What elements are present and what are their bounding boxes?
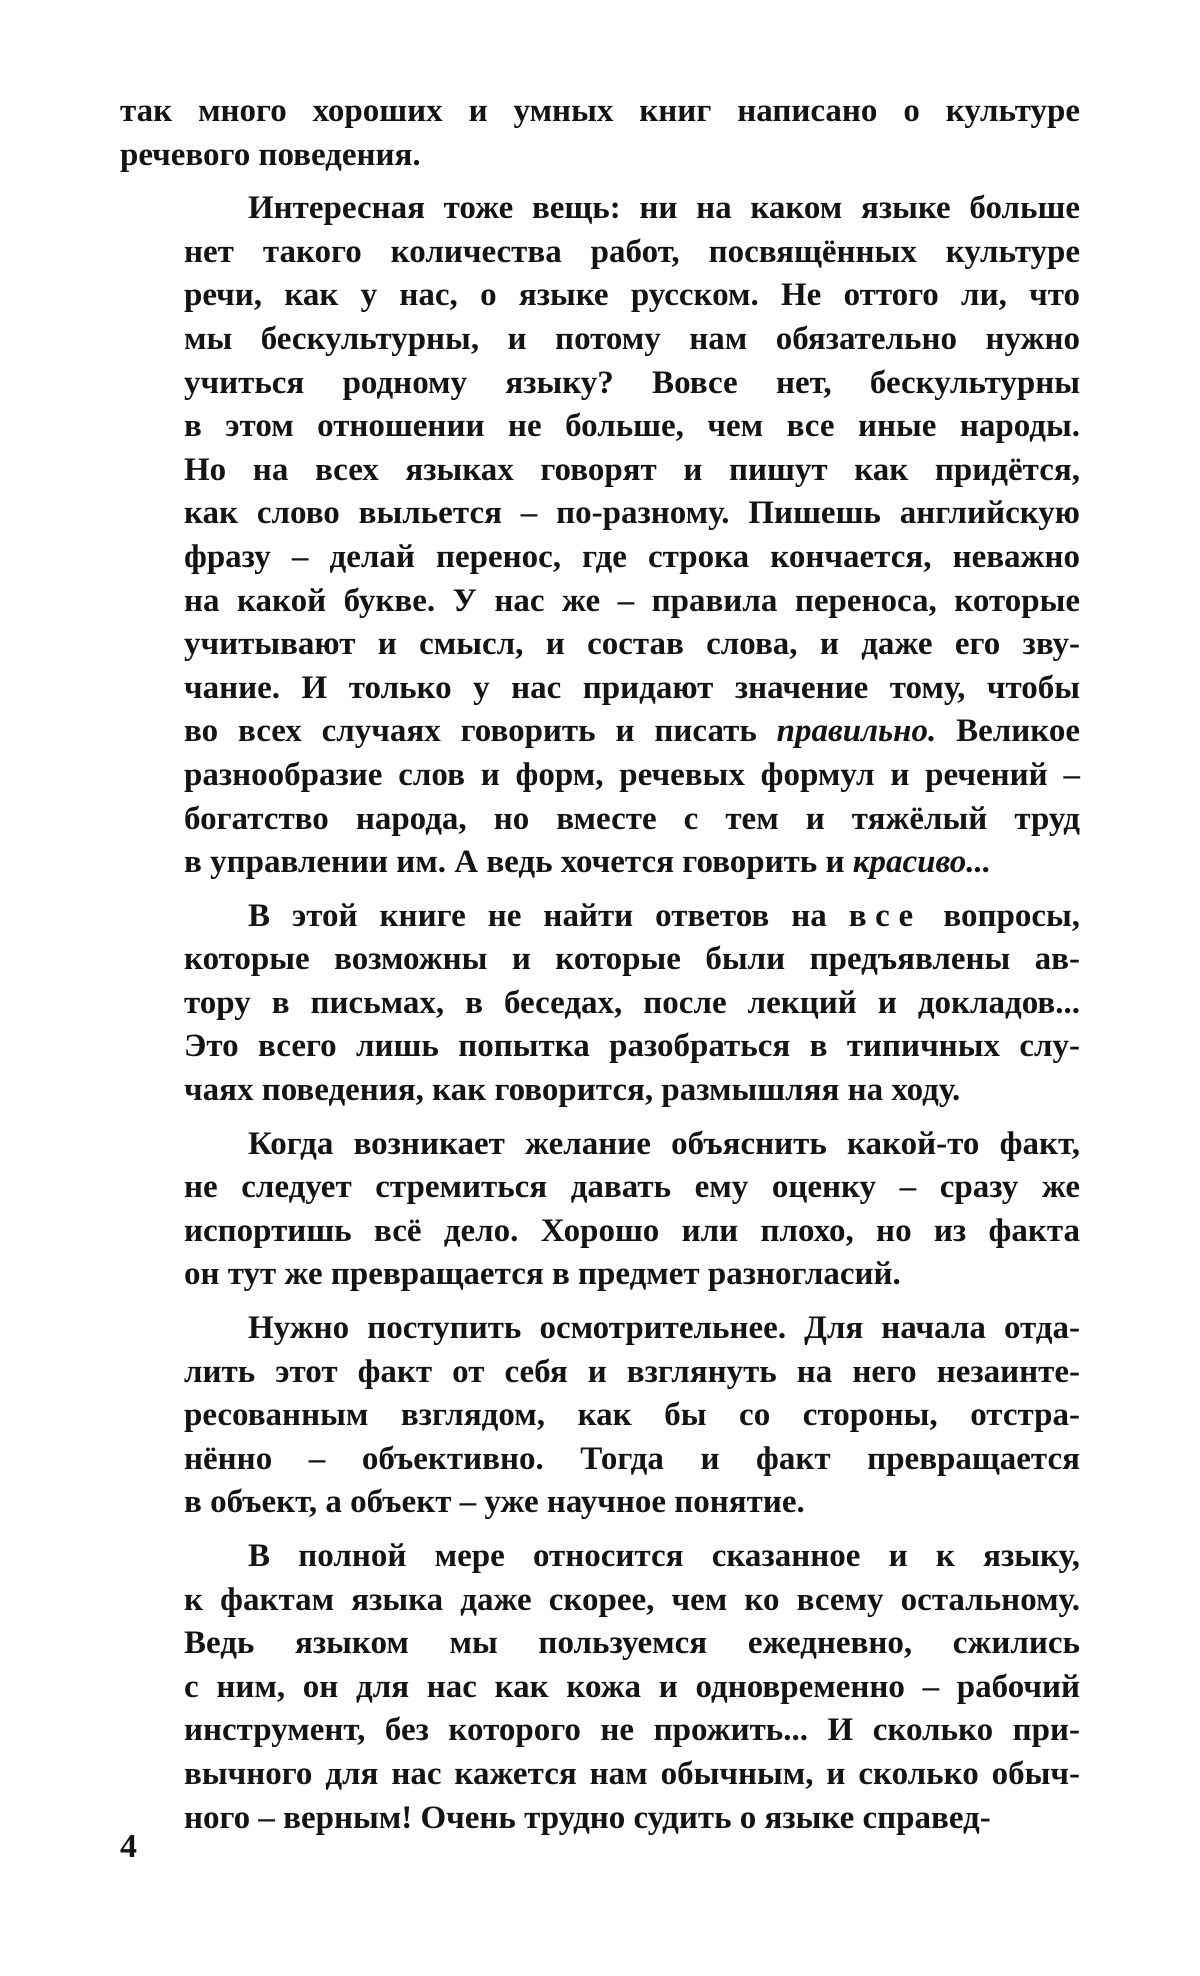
page-text: [120, 90, 1080, 1840]
text-line: [120, 1253, 1080, 1297]
text-run: Великое: [936, 713, 1080, 750]
text-run: речевого поведения.: [120, 136, 421, 173]
text-line: [120, 982, 1080, 1026]
text-run: испортишь всё дело. Хорошо или плохо, но из факта: [184, 1212, 1080, 1249]
text-run: нет такого количества работ, посвящённых культуре: [184, 233, 1080, 270]
text-run: В этой книге не найти ответов на: [248, 897, 849, 934]
paragraph: [120, 1307, 1080, 1525]
text-run: которые возможны и которые были предъявлены ав-: [184, 941, 1080, 978]
text-line: [120, 1025, 1080, 1069]
text-run: Интересная тоже вещь: ни на каком языке больше: [248, 190, 1080, 227]
paragraph: [120, 1123, 1080, 1297]
text-line: [120, 710, 1080, 754]
text-run: речи, как у нас, о языке русском. Не оттого ли, что: [184, 277, 1080, 314]
text-run: чаях поведения, как говорится, размышляя на ходу.: [184, 1072, 961, 1109]
text-run: В полной мере относится сказанное и к языку,: [248, 1538, 1080, 1574]
text-line: [120, 1709, 1080, 1753]
text-line: [120, 134, 1080, 178]
text-run: инструмент, без которого не прожить... И сколько при-: [184, 1712, 1080, 1749]
text-run: фразу – делай перенос, где строка кончается, неважно: [184, 538, 1080, 575]
text-run: Ведь языком мы пользуемся ежедневно, сжились: [184, 1625, 1080, 1662]
text-run: в объект, а объект – уже научное понятие.: [184, 1484, 805, 1521]
paragraph: [120, 1535, 1080, 1840]
text-line: [120, 1579, 1080, 1623]
paragraph: [120, 895, 1080, 1113]
text-line: [120, 1535, 1080, 1579]
italic-emphasis: красиво...: [852, 844, 992, 881]
text-run: Когда возникает желание объяснить какой-то факт,: [248, 1125, 1080, 1162]
paragraph: [120, 187, 1080, 885]
text-line: [120, 231, 1080, 275]
text-line: [120, 754, 1080, 798]
text-line: [120, 405, 1080, 449]
text-line: [120, 274, 1080, 318]
text-line: [120, 449, 1080, 493]
text-run: на какой букве. У нас же – правила переноса, которые: [184, 582, 1080, 619]
paragraph: [120, 90, 1080, 177]
text-run: ного – верным! Очень трудно судить о языке справед-: [184, 1799, 991, 1836]
text-run: Это всего лишь попытка разобраться в типичных слу-: [184, 1028, 1080, 1065]
text-run: учитывают и смысл, и состав слова, и даже его зву-: [184, 626, 1080, 663]
spaced-emphasis: все: [848, 897, 922, 934]
text-line: [120, 1351, 1080, 1395]
text-line: [120, 1438, 1080, 1482]
text-line: [120, 938, 1080, 982]
text-line: [120, 1481, 1080, 1525]
text-run: Нужно поступить осмотрительнее. Для начала отда-: [248, 1310, 1080, 1347]
text-line: [120, 1394, 1080, 1438]
text-line: [120, 536, 1080, 580]
text-run: с ним, он для нас как кожа и одновременно – рабочий: [184, 1668, 1080, 1705]
text-run: учиться родному языку? Вовсе нет, бескультурны: [184, 364, 1080, 401]
text-run: во всех случаях говорить и писать: [184, 713, 777, 750]
text-line: [120, 1069, 1080, 1113]
text-line: [120, 1307, 1080, 1351]
text-line: [120, 90, 1080, 134]
text-run: не следует стремиться давать ему оценку – сразу же: [184, 1169, 1080, 1206]
text-run: Но на всех языках говорят и пишут как придётся,: [184, 451, 1080, 488]
text-line: [120, 895, 1080, 939]
text-line: [120, 841, 1080, 885]
text-run: он тут же превращается в предмет разногласий.: [184, 1256, 901, 1293]
page-number: 4: [120, 1828, 137, 1865]
text-line: [120, 1666, 1080, 1710]
text-run: ресованным взглядом, как бы со стороны, отстра-: [184, 1397, 1080, 1434]
text-run: лить этот факт от себя и взглянуть на него незаинте-: [184, 1353, 1080, 1390]
text-run: в этом отношении не больше, чем все иные народы.: [184, 408, 1080, 445]
text-line: [120, 318, 1080, 362]
text-line: [120, 623, 1080, 667]
text-run: нённо – объективно. Тогда и факт превращается: [184, 1440, 1080, 1477]
italic-emphasis: правильно.: [776, 713, 937, 750]
text-line: [120, 580, 1080, 624]
text-line: [120, 1123, 1080, 1167]
text-run: тору в письмах, в беседах, после лекций и докладов...: [184, 984, 1080, 1021]
text-run: в управлении им. А ведь хочется говорить и: [184, 844, 853, 881]
text-run: разнообразие слов и форм, речевых формул и речений –: [184, 756, 1080, 793]
text-run: так много хороших и умных книг написано о культуре: [120, 93, 1080, 129]
text-line: [120, 798, 1080, 842]
text-run: мы бескультурны, и потому нам обязательно нужно: [184, 320, 1080, 357]
text-line: [120, 492, 1080, 536]
text-line: [120, 187, 1080, 231]
text-line: [120, 1753, 1080, 1797]
text-run: вычного для нас кажется нам обычным, и сколько обыч-: [184, 1755, 1080, 1792]
text-run: как слово выльется – по-разному. Пишешь английскую: [184, 495, 1080, 532]
text-line: [120, 1210, 1080, 1254]
text-run: чание. И только у нас придают значение тому, чтобы: [184, 669, 1080, 706]
text-line: [120, 1622, 1080, 1666]
text-run: вопросы,: [921, 897, 1080, 934]
text-line: [120, 362, 1080, 406]
text-line: [120, 667, 1080, 711]
text-line: [120, 1797, 1080, 1841]
text-run: богатство народа, но вместе с тем и тяжёлый труд: [184, 800, 1080, 837]
text-line: [120, 1166, 1080, 1210]
text-run: к фактам языка даже скорее, чем ко всему остальному.: [184, 1581, 1080, 1618]
